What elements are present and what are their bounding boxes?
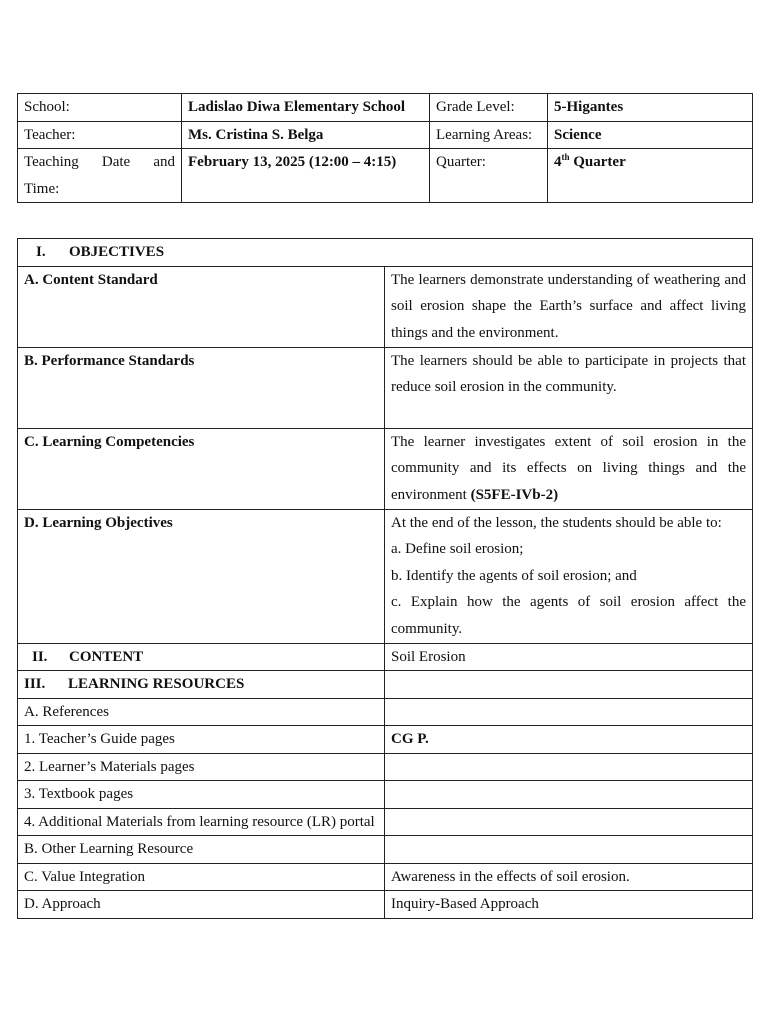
textbook-pages-value [385,781,753,809]
content-heading [18,643,385,671]
objectives-title: OBJECTIVES [69,244,165,260]
learning-resources-value [385,671,753,699]
school-value: Ladislao Diwa Elementary School [182,94,430,122]
learning-competencies-label: C. Learning Competencies [18,428,385,509]
content-standard-text: The learners demonstrate understanding of weathering and soil erosion shape the Earth’s surface and affect living things and the environment. [385,266,753,347]
learners-materials-label: 2. Learner’s Materials pages [18,753,385,781]
teacher-label: Teacher: [18,121,182,149]
competency-code: (S5FE-IVb-2) [470,486,559,503]
value-integration-text: Awareness in the effects of soil erosion. [385,863,753,891]
teachers-guide-value: CG P. [385,726,753,754]
content-title: CONTENT [69,648,144,665]
teachers-guide-label: 1. Teacher’s Guide pages [18,726,385,754]
learning-objectives-label: D. Learning Objectives [18,509,385,643]
learning-resources-heading [18,671,385,699]
learning-resources-title: LEARNING RESOURCES [68,676,245,692]
teaching-date-label-word2: Date [101,154,131,170]
teaching-date-value: February 13, 2025 (12:00 – 4:15) [182,149,430,203]
grade-level-value: 5-Higantes [548,94,753,122]
teaching-date-label-word1: Teaching [24,154,79,170]
learning-objective-a: a. Define soil erosion; [391,541,524,557]
textbook-pages-label: 3. Textbook pages [18,781,385,809]
references-value [385,698,753,726]
quarter-label: Quarter: [430,149,548,203]
additional-materials-value [385,808,753,836]
teacher-value: Ms. Cristina S. Belga [182,121,430,149]
references-label: A. References [18,698,385,726]
content-standard-label: A. Content Standard [18,266,385,347]
approach-label: D. Approach [18,891,385,919]
performance-standards-text: The learners should be able to participate in projects that reduce soil erosion in the community. [385,347,753,428]
additional-materials-label: 4. Additional Materials from learning resource (LR) portal [18,808,385,836]
learning-areas-label: Learning Areas: [430,121,548,149]
quarter-ordinal-suffix: th [561,152,570,162]
lesson-plan-table [17,238,753,919]
school-label: School: [18,94,182,122]
quarter-word: Quarter [569,154,626,170]
learning-objectives-intro: At the end of the lesson, the students should be able to: [391,514,722,531]
teaching-date-label-word3: and [153,154,175,170]
content-value: Soil Erosion [385,643,753,671]
learning-areas-value: Science [548,121,753,149]
learners-materials-value [385,753,753,781]
learning-objective-b: b. Identify the agents of soil erosion; and [391,567,637,584]
other-learning-resource-label: B. Other Learning Resource [18,836,385,864]
value-integration-label: C. Value Integration [18,863,385,891]
approach-text: Inquiry-Based Approach [385,891,753,919]
content-numeral: II. [32,648,48,665]
objectives-heading [18,239,753,267]
quarter-value [548,149,753,203]
learning-resources-numeral: III. [24,676,46,692]
other-learning-resource-value [385,836,753,864]
performance-standards-label: B. Performance Standards [18,347,385,428]
grade-level-label: Grade Level: [430,94,548,122]
learning-objectives-cell [385,509,753,643]
header-info-table [17,93,753,203]
quarter-number: 4 [554,154,562,170]
teaching-date-label-word4: Time: [24,180,60,197]
objectives-numeral: I. [36,244,46,260]
learning-objective-c: c. Explain how the agents of soil erosion affect the community. [391,594,747,637]
learning-competencies-text: The learner investigates extent of soil erosion in the community and its effects on living things and the environment [391,433,747,503]
teaching-date-label [18,149,182,203]
learning-competencies-cell [385,428,753,509]
